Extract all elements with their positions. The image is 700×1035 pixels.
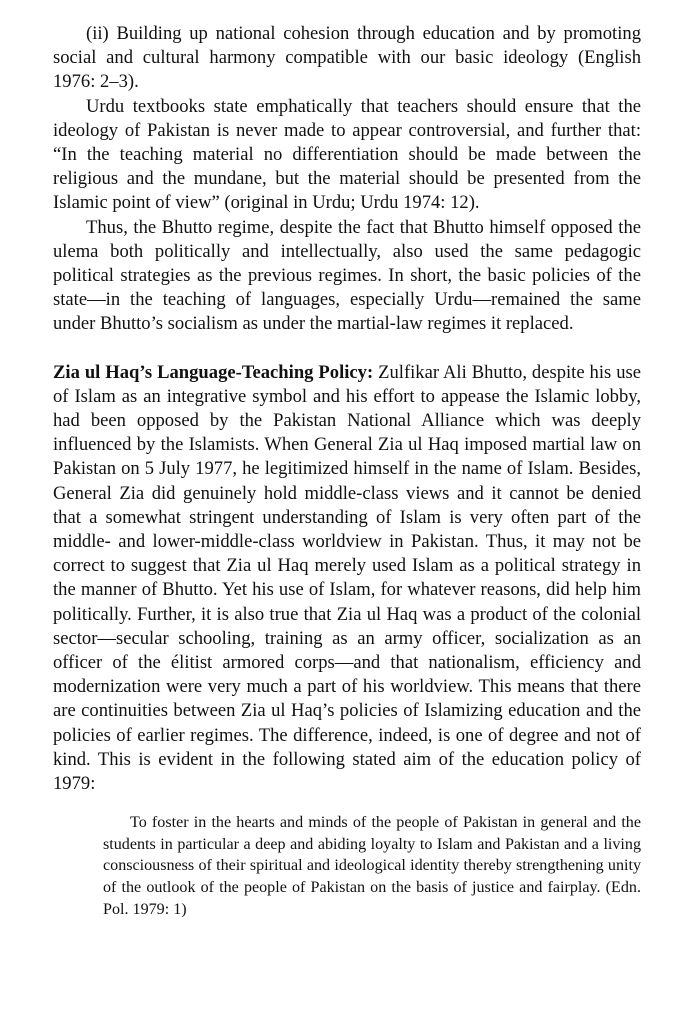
paragraph-objective-ii: (ii) Building up national cohesion through education and by promoting social and cultural harmony compatible with our basic ideology (English 1976: 2–3). xyxy=(53,23,641,93)
section-body: Zulfikar Ali Bhutto, despite his use of Islam as an integrative symbol and his effort to appease the Islamic lobby, had been opposed by the Pakistan National Alliance which was deeply influenced by the Islamists. When General Zia ul Haq imposed martial law on Pakistan on 5 July 1977, he legitimized himself in the name of Islam. Besides, General Zia did genuinely hold middle-class views and it cannot be denied that a somewhat stringent understanding of Islam is very often part of the middle- and lower-middle-class worldview in Pakistan. Thus, it may not be correct to suggest that Zia ul Haq merely used Islam as a political strategy in the manner of Bhutto. Yet his use of Islam, for whatever reasons, did help him politically. Further, it is also true that Zia ul Haq was a product of the colonial sector—secular schooling, training as an army officer, socialization as an officer of the élitist armored corps—and that nationalism, efficiency and modernization were very much a part of his worldview. This means that there are continuities between Zia ul Haq’s policies of Islamizing education and the policies of earlier regimes. The difference, indeed, is one of degree and not of kind. This is evident in the following stated aim of the education policy of 1979: xyxy=(53,361,642,795)
section-heading: Zia ul Haq’s Language-Teaching Policy: xyxy=(53,361,374,383)
paragraph-zia-policy xyxy=(53,361,641,797)
paragraph-bhutto-regime: Thus, the Bhutto regime, despite the fact that Bhutto himself opposed the ulema both politically and intellectually, also used the same pedagogic political strategies as the previous regimes. In short, the basic policies of the state—in the teaching of languages, especially Urdu—remained the same under Bhutto’s socialism as under the martial-law regimes it replaced. xyxy=(53,216,641,335)
document-page xyxy=(53,22,641,920)
block-quote: To foster in the hearts and minds of the people of Pakistan in general and the students in particular a deep and abiding loyalty to Islam and Pakistan and a living consciousness of their spiritual and ideological identity thereby strengthening unity of the outlook of the people of Pakistan on the basis of justice and fairplay. (Edn. Pol. 1979: 1) xyxy=(103,814,641,918)
paragraph-urdu-textbooks: Urdu textbooks state emphatically that teachers should ensure that the ideology of Pakistan is never made to appear controversial, and further that: “In the teaching material no differentiation should be made between the religious and the mundane, but the material should be presented from the Islamic point of view” (original in Urdu; Urdu 1974: 12). xyxy=(53,95,641,214)
